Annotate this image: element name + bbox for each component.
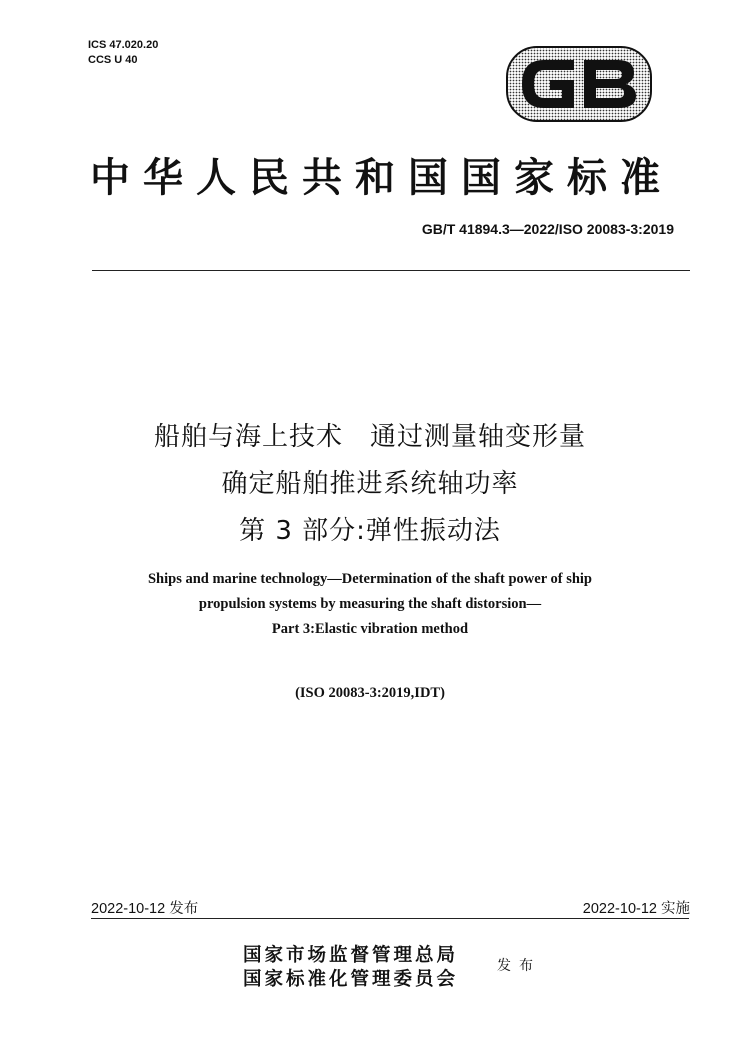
implementation-date: 2022-10-12 实施 (582, 901, 690, 917)
gb-logo (506, 46, 652, 122)
iso-reference: (ISO 20083-3:2019,IDT) (295, 685, 445, 701)
issuer-samr: 国家市场监督管理总局 (243, 945, 459, 966)
publish-label: 发布 (497, 958, 541, 974)
title-en-line3: Part 3:Elastic vibration method (271, 621, 469, 637)
footer-divider (91, 918, 689, 919)
ccs-code: CCS U 40 (88, 54, 138, 66)
title-cn-line3: 第 3 部分:弹性振动法 (239, 516, 501, 546)
title-cn-line2: 确定船舶推进系统轴功率 (221, 469, 519, 499)
title-en-line2: propulsion systems by measuring the shaft distorsion— (198, 596, 542, 612)
header-divider (92, 270, 690, 271)
standard-number: GB/T 41894.3—2022/ISO 20083-3:2019 (421, 221, 674, 237)
classification-codes (88, 38, 158, 68)
national-standard-title: 中华人民共和国国家标准 (90, 154, 673, 201)
ics-code: ICS 47.020.20 (88, 39, 159, 51)
release-date: 2022-10-12 发布 (91, 901, 199, 917)
issuer-sac: 国家标准化管理委员会 (243, 969, 459, 990)
title-en-line1: Ships and marine technology—Determination of the shaft power of ship (147, 571, 592, 587)
title-cn-line1: 船舶与海上技术 通过测量轴变形量 (153, 422, 586, 452)
